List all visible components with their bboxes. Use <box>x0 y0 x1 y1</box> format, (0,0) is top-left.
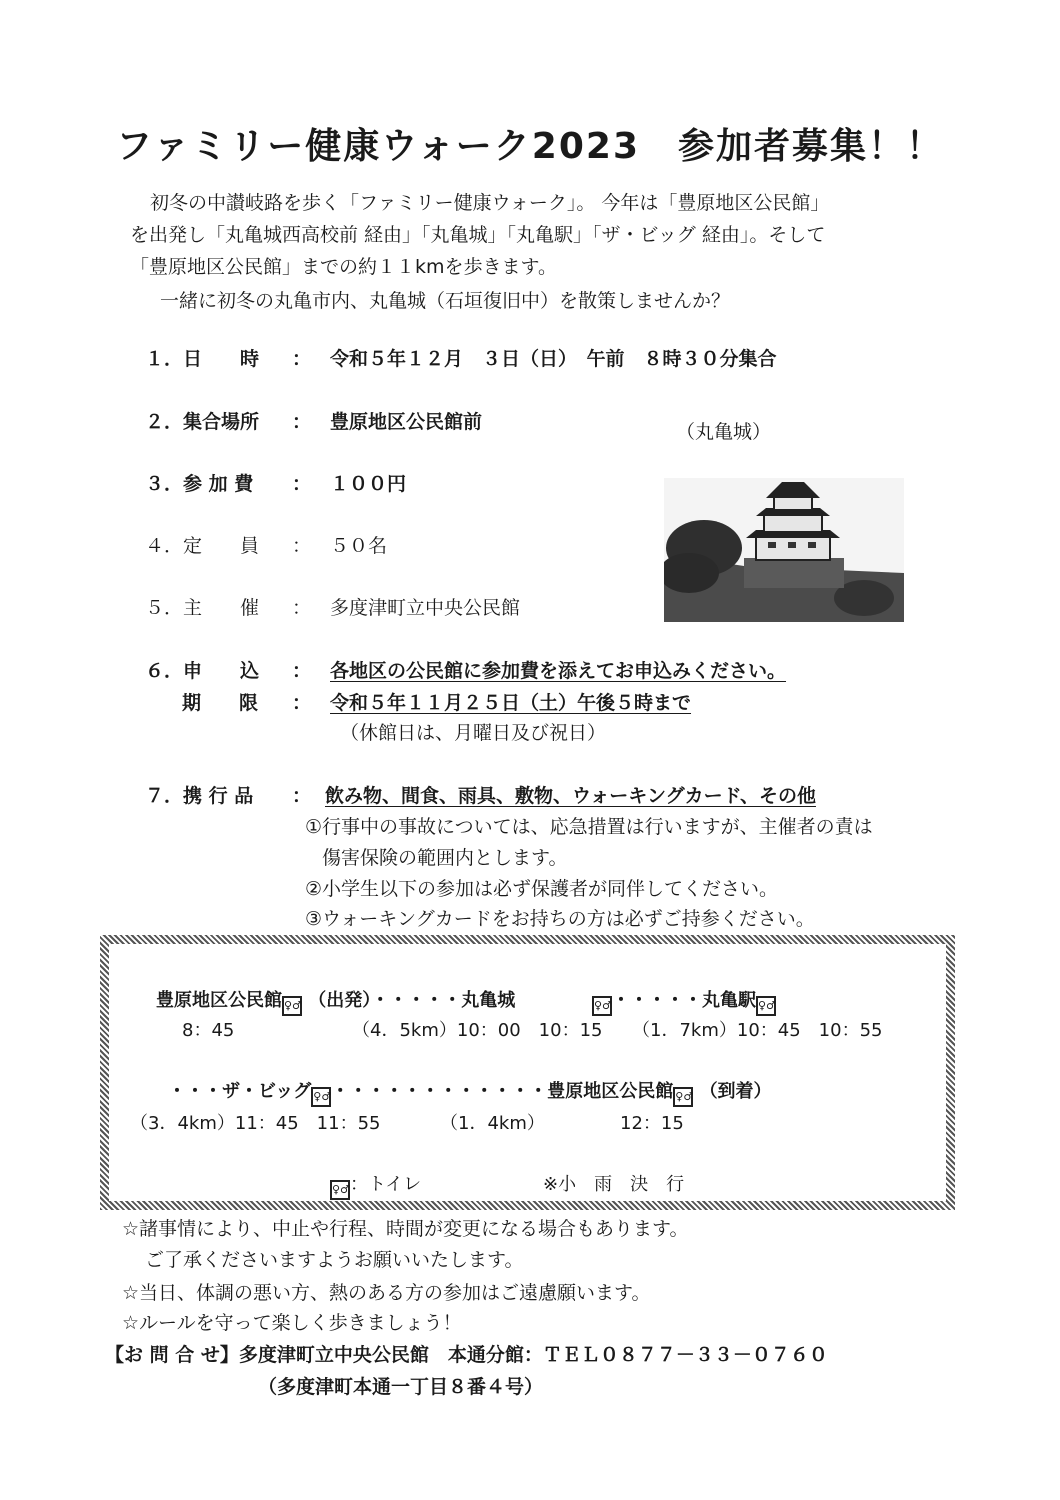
note-line: ②小学生以下の参加は必ず保護者が同伴してください。 <box>305 878 779 900</box>
rain-notice: ※小 雨 決 行 <box>543 1174 685 1195</box>
deadline-note: （休館日は、月曜日及び祝日） <box>340 722 607 744</box>
item-label: ３．参 加 費 <box>145 473 254 495</box>
item-value: 令和５年１１月２５日（土）午後５時まで <box>330 692 692 714</box>
route-start: 豊原地区公民館 <box>156 990 282 1011</box>
route-to-end: ・・・・・・・・・・・・豊原地区公民館 <box>331 1081 674 1102</box>
note-line: 傷害保険の範囲内とします。 <box>322 847 568 869</box>
item-label: 期 限 <box>182 692 259 714</box>
item-label: ７．携 行 品 <box>145 785 254 807</box>
item-value: 多度津町立中央公民館 <box>330 597 521 619</box>
toilet-icon: ♀♂ <box>330 1180 350 1200</box>
item-capacity <box>0 531 640 557</box>
route-to-station: ・・・・・丸亀駅 <box>612 990 756 1011</box>
intro-line: 「豊原地区公民館」までの約１１kmを歩きます。 <box>130 256 557 278</box>
note-line: ③ウォーキングカードをお持ちの方は必ずご持参ください。 <box>305 908 815 930</box>
item-colon: ： <box>292 535 312 557</box>
photo-caption: （丸亀城） <box>676 421 772 443</box>
item-organizer <box>0 593 640 619</box>
item-place <box>0 407 640 433</box>
item-value: ５０名 <box>330 535 388 557</box>
item-colon: ： <box>292 348 312 370</box>
item-label: １．日 時 <box>145 348 260 370</box>
item-belongings <box>0 781 1060 807</box>
intro-line: 一緒に初冬の丸亀市内、丸亀城（石垣復旧中）を散策しませんか？ <box>160 290 731 312</box>
note-line: ①行事中の事故については、応急措置は行いますが、主催者の責は <box>305 816 873 838</box>
route-row-1 <box>156 986 515 1016</box>
item-apply <box>0 656 1060 682</box>
item-label: ６．申 込 <box>145 660 260 682</box>
footer-note: ☆当日、体調の悪い方、熱のある方の参加はご遠慮願います。 <box>122 1282 651 1304</box>
intro-line: 初冬の中讃岐路を歩く「ファミリー健康ウォーク」。 今年は「豊原地区公民館」 <box>150 192 830 214</box>
route-row-2 <box>168 1077 772 1107</box>
route-time: 8：45 <box>182 1020 235 1041</box>
footer-note: ご了承くださいますようお願いいたします。 <box>145 1249 524 1271</box>
footer-note: ☆諸事情により、中止や行程、時間が変更になる場合もあります。 <box>122 1218 689 1240</box>
route-bigg: ・・・ザ・ビッグ <box>168 1081 312 1102</box>
item-colon: ： <box>292 692 312 714</box>
item-value: 飲み物、間食、雨具、敷物、ウォーキングカード、その他 <box>325 785 816 807</box>
route-time: （3．4km）11：45 11：55 <box>130 1113 381 1134</box>
toilet-icon: ♀♂ <box>673 1087 693 1107</box>
route-arrive: （到着） <box>699 1081 772 1102</box>
toilet-legend <box>330 1170 421 1200</box>
route-time: （1．4km） <box>440 1113 545 1134</box>
item-colon: ： <box>292 411 312 433</box>
item-fee <box>0 469 640 495</box>
footer-note: ☆ルールを守って楽しく歩きましょう！ <box>122 1312 462 1334</box>
toilet-icon: ♀♂ <box>592 996 612 1016</box>
castle-image <box>664 478 904 622</box>
route-box <box>100 935 955 1210</box>
item-value: 豊原地区公民館前 <box>330 411 483 433</box>
item-date <box>0 344 1060 370</box>
toilet-icon: ♀♂ <box>311 1087 331 1107</box>
item-label: ４．定 員 <box>145 535 260 557</box>
page-title: ファミリー健康ウォーク2023 参加者募集！！ <box>115 126 945 167</box>
toilet-icon: ♀♂ <box>756 996 776 1016</box>
route-row-1b <box>592 986 776 1016</box>
item-value: 令和５年１２月 ３日（日） 午前 ８時３０分集合 <box>330 348 777 370</box>
item-colon: ： <box>292 597 312 619</box>
route-time: 12：15 <box>620 1113 684 1134</box>
item-deadline <box>0 688 1060 714</box>
item-colon: ： <box>292 660 312 682</box>
route-time: （1．7km）10：45 10：55 <box>632 1020 883 1041</box>
item-colon: ： <box>292 473 312 495</box>
item-value: １００円 <box>330 473 407 495</box>
item-label: ５．主 催 <box>145 597 260 619</box>
item-colon: ： <box>292 785 312 807</box>
contact-line: 【お 問 合 せ】多度津町立中央公民館 本通分館：ＴＥＬ０８７７－３３－０７６０ <box>105 1344 828 1366</box>
item-label: ２．集合場所 <box>145 411 260 433</box>
address-line: （多度津町本通一丁目８番４号） <box>258 1376 544 1398</box>
toilet-legend-label: ：トイレ <box>350 1174 422 1195</box>
toilet-icon: ♀♂ <box>282 996 302 1016</box>
item-value: 各地区の公民館に参加費を添えてお申込みください。 <box>330 660 787 682</box>
route-depart: （出発）・・・・・丸亀城 <box>308 990 516 1011</box>
castle-photo <box>664 478 904 622</box>
intro-line: を出発し「丸亀城西高校前 経由」「丸亀城」「丸亀駅」「ザ・ビッグ 経由」。そして <box>130 224 826 246</box>
route-time: （4．5km）10：00 10：15 <box>352 1020 603 1041</box>
